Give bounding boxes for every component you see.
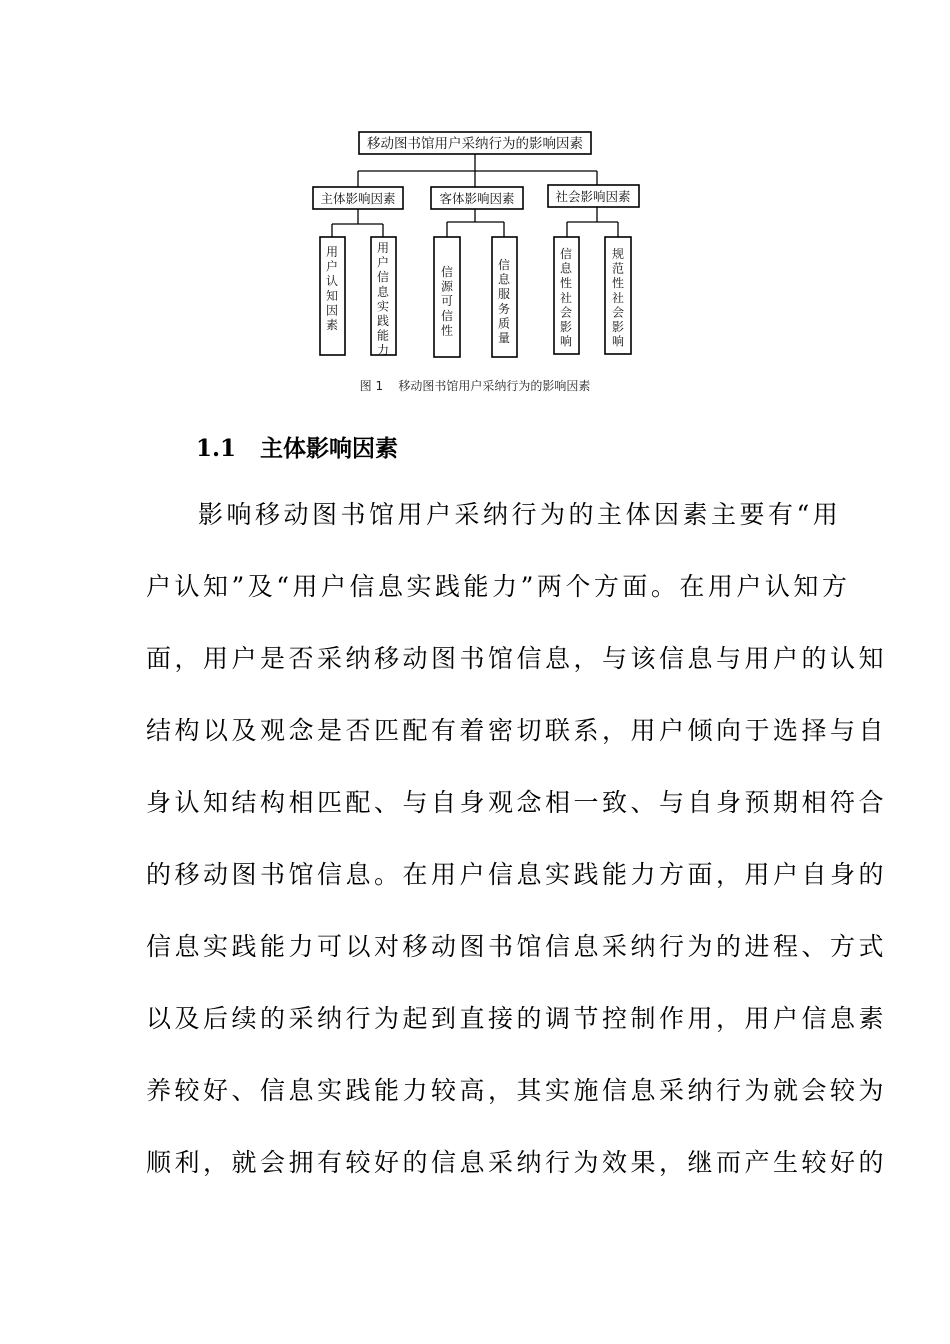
paragraph-line: 影响移动图书馆用户采纳行为的主体因素主要有“用 [198, 500, 842, 529]
diagram-leaf-node [554, 237, 579, 354]
figure-caption: 图 1 移动图书馆用户采纳行为的影响因素 [359, 379, 591, 393]
paragraph-line: 面，用户是否采纳移动图书馆信息，与该信息与用户的认知 [146, 644, 888, 673]
diagram-leaf-label: 用户信息实践能力 [376, 241, 390, 358]
paragraph-line: 结构以及观念是否匹配有着密切联系，用户倾向于选择与自 [146, 716, 888, 745]
paragraph-line: 的移动图书馆信息。在用户信息实践能力方面，用户自身的 [146, 860, 888, 889]
paragraph-line: 户认知”及“用户信息实践能力”两个方面。在用户认知方 [146, 572, 851, 601]
diagram-group-label: 社会影响因素 [555, 189, 631, 204]
paragraph-line: 养较好、信息实践能力较高，其实施信息采纳行为就会较为 [146, 1076, 888, 1105]
diagram-leaf-node [371, 237, 396, 357]
diagram-leaf-label: 信息性社会影响 [559, 247, 573, 349]
diagram-group-node-subject [313, 187, 403, 209]
section-heading: 1.1 主体影响因素 [196, 435, 399, 462]
diagram-group-label: 主体影响因素 [320, 191, 396, 206]
diagram-leaf-node [492, 237, 517, 357]
diagram-leaf-label: 信源可信性 [440, 265, 454, 338]
diagram-root-label: 移动图书馆用户采纳行为的影响因素 [367, 136, 583, 152]
diagram-leaf-label: 规范性社会影响 [611, 247, 625, 349]
diagram-root-node [359, 132, 591, 154]
diagram-leaf-node [434, 237, 460, 357]
paragraph-line: 信息实践能力可以对移动图书馆信息采纳行为的进程、方式 [146, 932, 888, 961]
diagram-group-label: 客体影响因素 [439, 191, 515, 206]
paragraph-line: 身认知结构相匹配、与自身观念相一致、与自身预期相符合 [146, 788, 888, 817]
paragraph-line: 顺利，就会拥有较好的信息采纳行为效果，继而产生较好的 [146, 1148, 888, 1177]
diagram-leaf-node [605, 237, 631, 354]
influence-factors-diagram [0, 0, 950, 400]
diagram-leaf-label: 信息服务质量 [497, 258, 511, 345]
paragraph-line: 以及后续的采纳行为起到直接的调节控制作用，用户信息素 [146, 1004, 888, 1033]
diagram-leaf-label: 用户认知因素 [325, 245, 339, 332]
diagram-group-node-social [548, 185, 639, 207]
diagram-group-node-object [431, 187, 523, 209]
diagram-leaf-node [320, 237, 345, 355]
